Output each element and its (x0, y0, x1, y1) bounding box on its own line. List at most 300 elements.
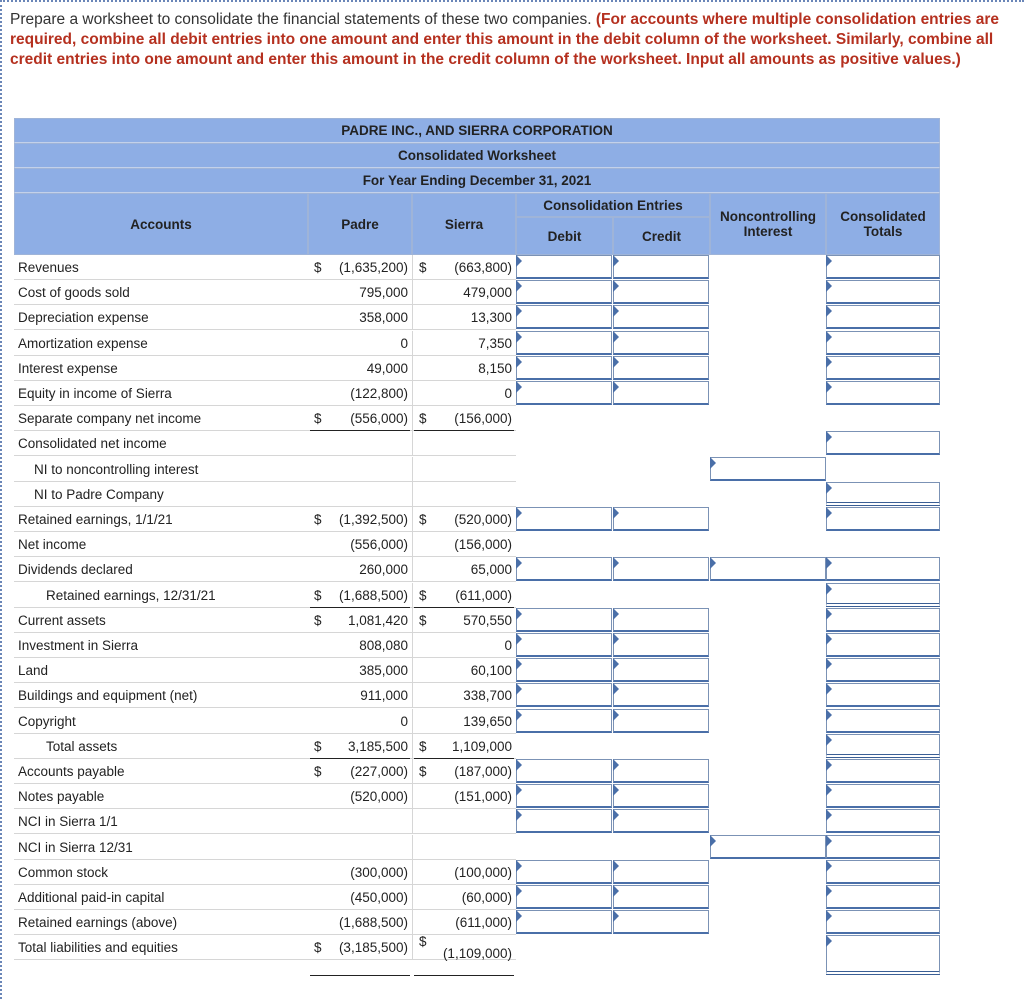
instructions-bold: (For accounts where multiple consolidation entries are required, combine all debit entries into one amount and enter this amount in the debit column of the worksheet. Similarly, combine all credit entries into one amount and enter this amount in the credit column of the worksheet. Input all amounts as positive values.) (10, 11, 999, 68)
worksheet-period: For Year Ending December 31, 2021 (14, 168, 940, 193)
account-label: Buildings and equipment (net) (14, 683, 308, 708)
input-flag-icon (613, 608, 619, 620)
credit-input[interactable] (613, 633, 709, 657)
amount-value: 808,080 (359, 638, 408, 653)
worksheet-row (14, 633, 940, 658)
input-flag-icon (613, 910, 619, 922)
amount-value: (3,185,500) (338, 940, 408, 956)
input-flag-icon (826, 709, 832, 721)
debit-input[interactable] (516, 759, 612, 783)
amount-value: (556,000) (350, 411, 408, 427)
consolidated-total-input[interactable] (826, 658, 940, 682)
amount-value: 570,550 (463, 612, 512, 628)
account-label: Retained earnings (above) (14, 910, 308, 935)
sierra-amount (412, 583, 516, 608)
credit-input[interactable] (613, 507, 709, 531)
consolidated-total-input[interactable] (826, 633, 940, 657)
amount-value: (100,000) (454, 864, 512, 880)
amount-value: (1,688,500) (338, 587, 408, 603)
input-flag-icon (826, 507, 832, 519)
input-flag-icon (826, 860, 832, 872)
nci-input[interactable] (710, 457, 826, 481)
worksheet-row (14, 431, 940, 456)
debit-input[interactable] (516, 331, 612, 355)
amount-value: (300,000) (350, 864, 408, 880)
input-flag-icon (516, 255, 522, 267)
sierra-amount (412, 658, 516, 683)
account-label: Total assets (14, 734, 308, 759)
worksheet-row (14, 784, 940, 809)
amount-value: (611,000) (455, 915, 512, 931)
input-flag-icon (826, 381, 832, 393)
padre-amount (308, 835, 412, 860)
currency-symbol: $ (314, 411, 322, 427)
debit-input[interactable] (516, 809, 612, 833)
amount-value: 3,185,500 (347, 738, 408, 754)
account-label: Amortization expense (14, 331, 308, 356)
amount-value: (151,000) (454, 789, 512, 805)
amount-value: (1,688,500) (338, 915, 408, 931)
padre-amount (308, 633, 412, 658)
amount-value: 479,000 (463, 285, 512, 301)
input-flag-icon (613, 809, 619, 821)
worksheet-row (14, 885, 940, 910)
input-flag-icon (516, 305, 522, 317)
amount-value: 0 (400, 335, 408, 351)
worksheet-row (14, 305, 940, 330)
currency-symbol: $ (419, 934, 427, 950)
input-flag-icon (826, 280, 832, 292)
input-flag-icon (826, 633, 832, 645)
input-flag-icon (613, 507, 619, 519)
amount-value: 60,100 (470, 663, 512, 679)
account-label: Cost of goods sold (14, 280, 308, 305)
account-label: Consolidated net income (14, 431, 308, 456)
credit-input[interactable] (613, 557, 709, 581)
currency-symbol: $ (419, 411, 427, 427)
input-flag-icon (826, 608, 832, 620)
instructions-plain: Prepare a worksheet to consolidate the financial statements of these two companies. (10, 11, 596, 28)
amount-value: 13,300 (470, 310, 512, 326)
amount-value: (450,000) (350, 890, 408, 905)
col-header-accounts: Accounts (14, 193, 308, 255)
padre-amount (308, 885, 412, 910)
amount-value: 0 (504, 638, 512, 653)
padre-amount (308, 356, 412, 381)
sierra-amount (412, 683, 516, 708)
currency-symbol: $ (314, 260, 322, 275)
credit-input[interactable] (613, 608, 709, 632)
worksheet-row (14, 734, 940, 759)
account-label: NI to Padre Company (14, 482, 308, 507)
input-flag-icon (516, 331, 522, 343)
sierra-amount (412, 759, 516, 784)
input-flag-icon (710, 835, 716, 847)
debit-input[interactable] (516, 255, 612, 279)
input-flag-icon (613, 381, 619, 393)
credit-input[interactable] (613, 658, 709, 682)
consolidated-total-input[interactable] (826, 431, 940, 455)
credit-input[interactable] (613, 280, 709, 304)
input-flag-icon (613, 784, 619, 796)
padre-amount (308, 860, 412, 885)
sierra-amount (412, 305, 516, 330)
account-label: NCI in Sierra 12/31 (14, 835, 308, 860)
amount-value: (227,000) (350, 764, 408, 779)
input-flag-icon (826, 759, 832, 771)
input-flag-icon (516, 658, 522, 670)
account-label: Land (14, 658, 308, 683)
credit-input[interactable] (613, 709, 709, 733)
debit-input[interactable] (516, 280, 612, 304)
credit-input[interactable] (613, 305, 709, 329)
input-flag-icon (516, 381, 522, 393)
amount-value: (122,800) (350, 386, 408, 401)
subtotal-rule (414, 430, 514, 431)
amount-value: (663,800) (454, 260, 512, 275)
amount-value: 1,109,000 (451, 738, 512, 754)
credit-input[interactable] (613, 331, 709, 355)
padre-amount (308, 482, 412, 507)
account-label: Current assets (14, 608, 308, 633)
subtotal-rule (414, 975, 514, 976)
consolidated-total-input[interactable] (826, 734, 940, 758)
input-flag-icon (516, 356, 522, 368)
worksheet-title: PADRE INC., AND SIERRA CORPORATION (14, 118, 940, 143)
consolidated-total-input[interactable] (826, 709, 940, 733)
subtotal-rule (310, 607, 410, 608)
sierra-amount (412, 381, 516, 406)
currency-symbol: $ (419, 738, 427, 754)
input-flag-icon (613, 633, 619, 645)
worksheet-subtitle: Consolidated Worksheet (14, 143, 940, 168)
sierra-amount (412, 885, 516, 910)
currency-symbol: $ (314, 587, 322, 603)
consolidated-total-input[interactable] (826, 809, 940, 833)
debit-input[interactable] (516, 885, 612, 909)
col-header-consolidation-entries: Consolidation Entries (516, 193, 710, 217)
credit-input[interactable] (613, 784, 709, 808)
amount-value: (520,000) (350, 789, 408, 805)
input-flag-icon (516, 784, 522, 796)
debit-input[interactable] (516, 683, 612, 707)
input-flag-icon (613, 683, 619, 695)
consolidated-total-input[interactable] (826, 331, 940, 355)
input-flag-icon (516, 860, 522, 872)
input-flag-icon (516, 633, 522, 645)
input-flag-icon (613, 860, 619, 872)
credit-input[interactable] (613, 809, 709, 833)
nci-input[interactable] (710, 557, 826, 581)
input-flag-icon (826, 482, 832, 494)
amount-value: (611,000) (455, 587, 512, 603)
sierra-amount (412, 482, 516, 507)
padre-amount (308, 331, 412, 356)
input-flag-icon (826, 809, 832, 821)
sierra-amount (412, 406, 516, 431)
padre-amount (308, 255, 412, 280)
amount-value: (187,000) (454, 764, 512, 779)
account-label: Common stock (14, 860, 308, 885)
consolidated-total-input[interactable] (826, 305, 940, 329)
credit-input[interactable] (613, 910, 709, 934)
padre-amount (308, 431, 412, 456)
worksheet-row (14, 482, 940, 507)
padre-amount (308, 532, 412, 557)
sierra-amount (412, 457, 516, 482)
padre-amount (308, 583, 412, 608)
input-flag-icon (613, 885, 619, 897)
worksheet-row (14, 608, 940, 633)
sierra-amount (412, 935, 516, 960)
padre-amount (308, 406, 412, 431)
input-flag-icon (826, 683, 832, 695)
sierra-amount (412, 835, 516, 860)
input-flag-icon (516, 709, 522, 721)
worksheet-row (14, 356, 940, 381)
input-flag-icon (516, 809, 522, 821)
amount-value: (520,000) (454, 512, 512, 527)
input-flag-icon (613, 709, 619, 721)
amount-value: (60,000) (461, 890, 512, 905)
padre-amount (308, 809, 412, 834)
col-header-sierra: Sierra (412, 193, 516, 255)
sierra-amount (412, 784, 516, 809)
input-flag-icon (516, 885, 522, 897)
input-flag-icon (826, 658, 832, 670)
padre-amount (308, 305, 412, 330)
consolidated-total-input[interactable] (826, 507, 940, 531)
sierra-amount (412, 356, 516, 381)
padre-amount (308, 683, 412, 708)
debit-input[interactable] (516, 356, 612, 380)
consolidated-total-input[interactable] (826, 356, 940, 380)
worksheet-row (14, 457, 940, 482)
account-label: Separate company net income (14, 406, 308, 431)
debit-input[interactable] (516, 860, 612, 884)
account-label: Net income (14, 532, 308, 557)
debit-input[interactable] (516, 381, 612, 405)
worksheet-row (14, 557, 940, 582)
currency-symbol: $ (419, 587, 427, 603)
amount-value: 7,350 (478, 335, 512, 351)
credit-input[interactable] (613, 356, 709, 380)
credit-input[interactable] (613, 381, 709, 405)
currency-symbol: $ (314, 512, 322, 527)
consolidated-total-input[interactable] (826, 482, 940, 506)
padre-amount (308, 381, 412, 406)
input-flag-icon (516, 557, 522, 569)
amount-value: (1,109,000) (442, 946, 512, 962)
sierra-amount (412, 431, 516, 456)
consolidated-total-input[interactable] (826, 557, 940, 581)
amount-value: 65,000 (470, 562, 512, 578)
worksheet-row (14, 406, 940, 431)
currency-symbol: $ (314, 764, 322, 779)
account-label: Revenues (14, 255, 308, 280)
debit-input[interactable] (516, 633, 612, 657)
amount-value: 385,000 (359, 663, 408, 679)
debit-input[interactable] (516, 658, 612, 682)
debit-input[interactable] (516, 507, 612, 531)
worksheet-row (14, 381, 940, 406)
input-flag-icon (516, 507, 522, 519)
col-header-padre: Padre (308, 193, 412, 255)
sierra-amount (412, 557, 516, 582)
account-label: Accounts payable (14, 759, 308, 784)
worksheet-row (14, 809, 940, 834)
input-flag-icon (516, 683, 522, 695)
consolidated-total-input[interactable] (826, 759, 940, 783)
worksheet-row (14, 860, 940, 885)
account-label: Additional paid-in capital (14, 885, 308, 910)
account-label: Total liabilities and equities (14, 935, 308, 960)
debit-input[interactable] (516, 557, 612, 581)
input-flag-icon (613, 658, 619, 670)
instructions (10, 10, 1015, 70)
input-flag-icon (710, 557, 716, 569)
currency-symbol: $ (314, 612, 322, 628)
worksheet-row (14, 507, 940, 532)
padre-amount (308, 658, 412, 683)
input-flag-icon (826, 734, 832, 746)
worksheet-row (14, 683, 940, 708)
currency-symbol: $ (419, 612, 427, 628)
credit-input[interactable] (613, 759, 709, 783)
amount-value: 8,150 (478, 360, 512, 376)
input-flag-icon (516, 280, 522, 292)
padre-amount (308, 935, 412, 960)
input-flag-icon (826, 835, 832, 847)
col-header-nci: Noncontrolling Interest (710, 193, 826, 255)
credit-input[interactable] (613, 860, 709, 884)
nci-input[interactable] (710, 835, 826, 859)
worksheet-row (14, 583, 940, 608)
col-header-credit: Credit (613, 217, 710, 255)
account-label: Retained earnings, 12/31/21 (14, 583, 308, 608)
account-label: Investment in Sierra (14, 633, 308, 658)
input-flag-icon (613, 557, 619, 569)
input-flag-icon (826, 784, 832, 796)
debit-input[interactable] (516, 608, 612, 632)
sierra-amount (412, 507, 516, 532)
consolidated-total-input[interactable] (826, 280, 940, 304)
sierra-amount (412, 809, 516, 834)
amount-value: (1,635,200) (338, 260, 408, 275)
worksheet-row (14, 835, 940, 860)
input-flag-icon (826, 331, 832, 343)
amount-value: (556,000) (350, 537, 408, 553)
consolidated-total-input[interactable] (826, 381, 940, 405)
sierra-amount (412, 860, 516, 885)
sierra-amount (412, 608, 516, 633)
input-flag-icon (613, 356, 619, 368)
consolidated-total-input[interactable] (826, 683, 940, 707)
input-flag-icon (613, 255, 619, 267)
amount-value: (1,392,500) (338, 512, 408, 527)
credit-input[interactable] (613, 255, 709, 279)
amount-value: (156,000) (454, 411, 512, 427)
debit-input[interactable] (516, 910, 612, 934)
sierra-amount (412, 255, 516, 280)
worksheet-row (14, 280, 940, 305)
sierra-amount (412, 280, 516, 305)
padre-amount (308, 507, 412, 532)
worksheet-row (14, 255, 940, 280)
sierra-amount (412, 910, 516, 935)
amount-value: 911,000 (360, 688, 408, 704)
debit-input[interactable] (516, 709, 612, 733)
consolidated-total-input[interactable] (826, 885, 940, 909)
input-flag-icon (826, 431, 832, 443)
padre-amount (308, 709, 412, 734)
padre-amount (308, 457, 412, 482)
currency-symbol: $ (419, 512, 427, 527)
credit-input[interactable] (613, 885, 709, 909)
padre-amount (308, 759, 412, 784)
amount-value: 0 (504, 386, 512, 401)
consolidated-total-input[interactable] (826, 583, 940, 607)
subtotal-rule (310, 758, 410, 759)
consolidated-total-input[interactable] (826, 860, 940, 884)
consolidated-total-input[interactable] (826, 835, 940, 859)
sierra-amount (412, 734, 516, 759)
debit-input[interactable] (516, 784, 612, 808)
account-label: Depreciation expense (14, 305, 308, 330)
account-label: Copyright (14, 709, 308, 734)
padre-amount (308, 608, 412, 633)
input-flag-icon (826, 583, 832, 595)
input-flag-icon (710, 457, 716, 469)
consolidated-total-input[interactable] (826, 935, 940, 975)
account-label: Notes payable (14, 784, 308, 809)
consolidated-total-input[interactable] (826, 784, 940, 808)
amount-value: 338,700 (463, 688, 512, 704)
subtotal-rule (414, 607, 514, 608)
sierra-amount (412, 709, 516, 734)
amount-value: 49,000 (366, 360, 408, 376)
subtotal-rule (414, 758, 514, 759)
currency-symbol: $ (314, 738, 322, 754)
input-flag-icon (516, 608, 522, 620)
consolidated-total-input[interactable] (826, 608, 940, 632)
input-flag-icon (516, 759, 522, 771)
sierra-amount (412, 331, 516, 356)
currency-symbol: $ (419, 260, 427, 275)
debit-input[interactable] (516, 305, 612, 329)
consolidated-total-input[interactable] (826, 255, 940, 279)
consolidated-total-input[interactable] (826, 910, 940, 934)
amount-value: 260,000 (359, 562, 408, 578)
subtotal-rule (310, 430, 410, 431)
account-label: Equity in income of Sierra (14, 381, 308, 406)
amount-value: 0 (400, 713, 408, 729)
sierra-amount (412, 633, 516, 658)
amount-value: 795,000 (359, 285, 408, 301)
input-flag-icon (826, 305, 832, 317)
credit-input[interactable] (613, 683, 709, 707)
account-label: Interest expense (14, 356, 308, 381)
input-flag-icon (826, 910, 832, 922)
padre-amount (308, 784, 412, 809)
sierra-amount (412, 532, 516, 557)
currency-symbol: $ (419, 764, 427, 779)
input-flag-icon (826, 885, 832, 897)
worksheet-row (14, 532, 940, 557)
input-flag-icon (613, 759, 619, 771)
worksheet-row (14, 331, 940, 356)
input-flag-icon (613, 331, 619, 343)
